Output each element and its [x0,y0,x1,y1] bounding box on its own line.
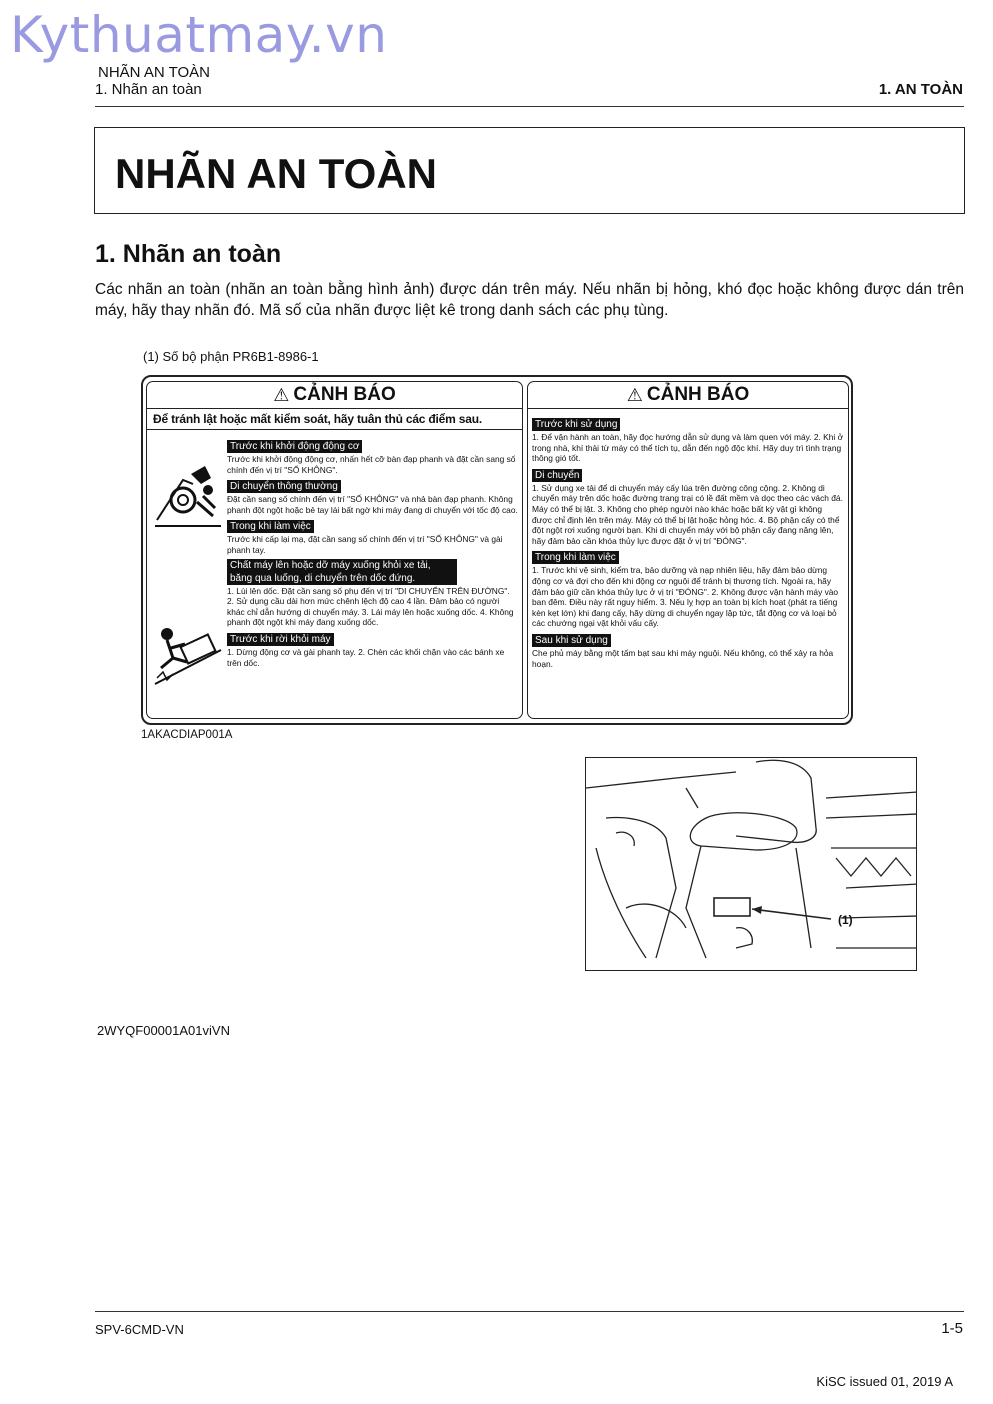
warning-triangle-icon: ⚠ [626,384,643,405]
warning-title-right: CẢNH BÁO [646,384,750,405]
footer-divider [95,1311,964,1312]
label-code: 1AKACDIAP001A [141,729,233,741]
label-panel-left [146,381,523,719]
warning-triangle-icon: ⚠ [273,384,290,405]
label-section [227,629,518,668]
safety-label [141,375,853,725]
label-section-tag: Chất máy lên hoặc dỡ máy xuống khỏi xe tải, băng qua luống, di chuyển trên dốc đứng. [227,559,457,585]
label-panel-right [527,381,849,719]
header-section: 1. Nhãn an toàn [95,81,202,98]
watermark: Kythuatmay.vn [10,6,388,64]
label-section [532,465,844,547]
warning-subheading: Để tránh lật hoặc mất kiểm soát, hãy tuân thủ các điểm sau. [147,409,522,430]
label-left-body [227,436,518,669]
label-section-tag: Di chuyển thông thường [227,480,341,493]
footer-document-code: SPV-6CMD-VN [95,1322,184,1337]
label-section-text: Trước khi cấp lại mạ, đặt cần sang số chính đến vị trí "SỐ KHÔNG" và gài phanh tay. [227,534,503,555]
label-caption: (1) Số bộ phận PR6B1-8986-1 [143,349,319,364]
label-section-tag: Trước khi sử dụng [532,418,620,431]
label-section-tag: Sau khi sử dụng [532,634,611,647]
label-section [532,414,844,464]
label-section-text: 1. Dừng động cơ và gài phanh tay. 2. Chèn các khối chặn vào các bánh xe trên dốc. [227,646,505,668]
warning-title-left: CẢNH BÁO [293,384,396,405]
label-section-text: 1. Lùi lên dốc. Đặt cần sang số phụ đến vị trí "DI CHUYỂN TRÊN ĐƯỜNG". 2. Sử dụng cầu dài hơn mức chênh lệch độ cao 4 lần. Đảm bảo có người khác chỉ dẫn hướng di chuyển máy. 3. Lái máy lên hoặc xuống dốc. 4. Không phanh đột ngột khi máy đang xuống dốc. [227,585,514,628]
label-right-body [532,414,844,670]
label-section-text: Đặt cần sang số chính đến vị trí "SỐ KHÔNG" và nhả bàn đạp phanh. Không phanh đột ngột hoặc bẻ tay lái bất ngờ khi máy đang di chuyển với tốc độ cao. [227,494,518,515]
rollover-pictogram-icon [153,460,223,530]
header-chapter: NHÃN AN TOÀN [98,64,210,81]
header-divider [95,106,964,107]
label-section-text: 1. Sử dụng xe tải để di chuyển máy cấy lúa trên đường công cộng. 2. Không di chuyển máy trên dốc hoặc đường trang trại có lề đất mềm và dọc theo các vách đá. Máy có thể bị lật. 3. Không cho phép người nào khác hoặc bất kỳ vật gì không được chỉ định lên trên máy. Máy có thể bị lật hoặc hỏng hóc. 4. Bộ phận cấy có thể đột ngột rơi xuống người bạn. Khi di chuyển máy với bộ phận cấy đang nâng lên, hãy đảm bảo cần khóa thủy lực được đặt ở vị trí "ĐÓNG". [532,482,843,546]
page-title: NHÃN AN TOÀN [115,150,437,197]
label-section-text: Trước khi khởi động động cơ, nhấn hết cỡ bàn đạp phanh và đặt cần sang số chính đến vị trí "SỐ KHÔNG". [227,454,516,475]
label-section-text: 1. Trước khi vệ sinh, kiểm tra, bảo dưỡng và nạp nhiên liệu, hãy đảm bảo dừng động cơ và đợi cho đến khi động cơ nguội để tránh bị thương tích. Ngoài ra, hãy đảm bảo giữ cần khóa thủy lực ở vị trí "ĐÓNG". 2. Không được vận hành máy vào ban đêm. Điều này rất nguy hiểm. 3. Nếu lỵ hợp an toàn bị kích hoạt (phát ra tiếng kèn kẹt lớn) khi đang cấy, hãy dừng di chuyển ngay lập tức, tắt động cơ và loại bỏ các chướng ngại vật khỏi vấu cấy. [532,565,839,629]
label-section-tag: Di chuyển [532,469,582,482]
title-box [94,127,965,214]
label-section [227,516,518,555]
label-section [227,476,518,515]
operator-seat-illustration-icon [586,758,917,971]
label-section-tag: Trước khi khởi động động cơ [227,440,362,453]
label-section [227,557,518,628]
header-chapter-number: 1. AN TOÀN [878,81,963,98]
label-section [532,630,844,669]
warning-header-right [528,382,848,409]
label-section-tag: Trong khi làm việc [227,520,314,533]
ramp-fall-pictogram-icon [153,620,223,690]
machine-figure [585,757,917,971]
figure-code: 2WYQF00001A01viVN [97,1023,230,1038]
label-section-tag: Trong khi làm việc [532,551,619,564]
figure-callout-label: (1) [838,913,853,927]
section-paragraph: Các nhãn an toàn (nhãn an toàn bằng hình ảnh) được dán trên máy. Nếu nhãn bị hỏng, khó đọc hoặc không được dán trên máy, hãy thay nhãn đó. Mã số của nhãn được liệt kê trong danh sách các phụ tùng. [95,281,964,319]
warning-header-left [147,382,522,409]
label-section-text: Che phủ máy bằng một tấm bạt sau khi máy nguội. Nếu không, có thể xảy ra hỏa hoạn. [532,647,834,669]
label-section [532,547,844,629]
label-section-tag: Trước khi rời khỏi máy [227,633,334,646]
footer-page-number: 1-5 [941,1320,963,1337]
label-section-text: 1. Để vận hành an toàn, hãy đọc hướng dẫn sử dụng và làm quen với máy. 2. Khi ở trong nhà, khí thải từ máy có thể tích tụ, dẫn đến ngộ độc khí. Hãy duy trì tình trạng thông gió tốt. [532,432,844,464]
section-heading: 1. Nhãn an toàn [95,240,282,268]
footer-issue: KiSC issued 01, 2019 A [816,1374,953,1389]
label-section [227,436,518,475]
